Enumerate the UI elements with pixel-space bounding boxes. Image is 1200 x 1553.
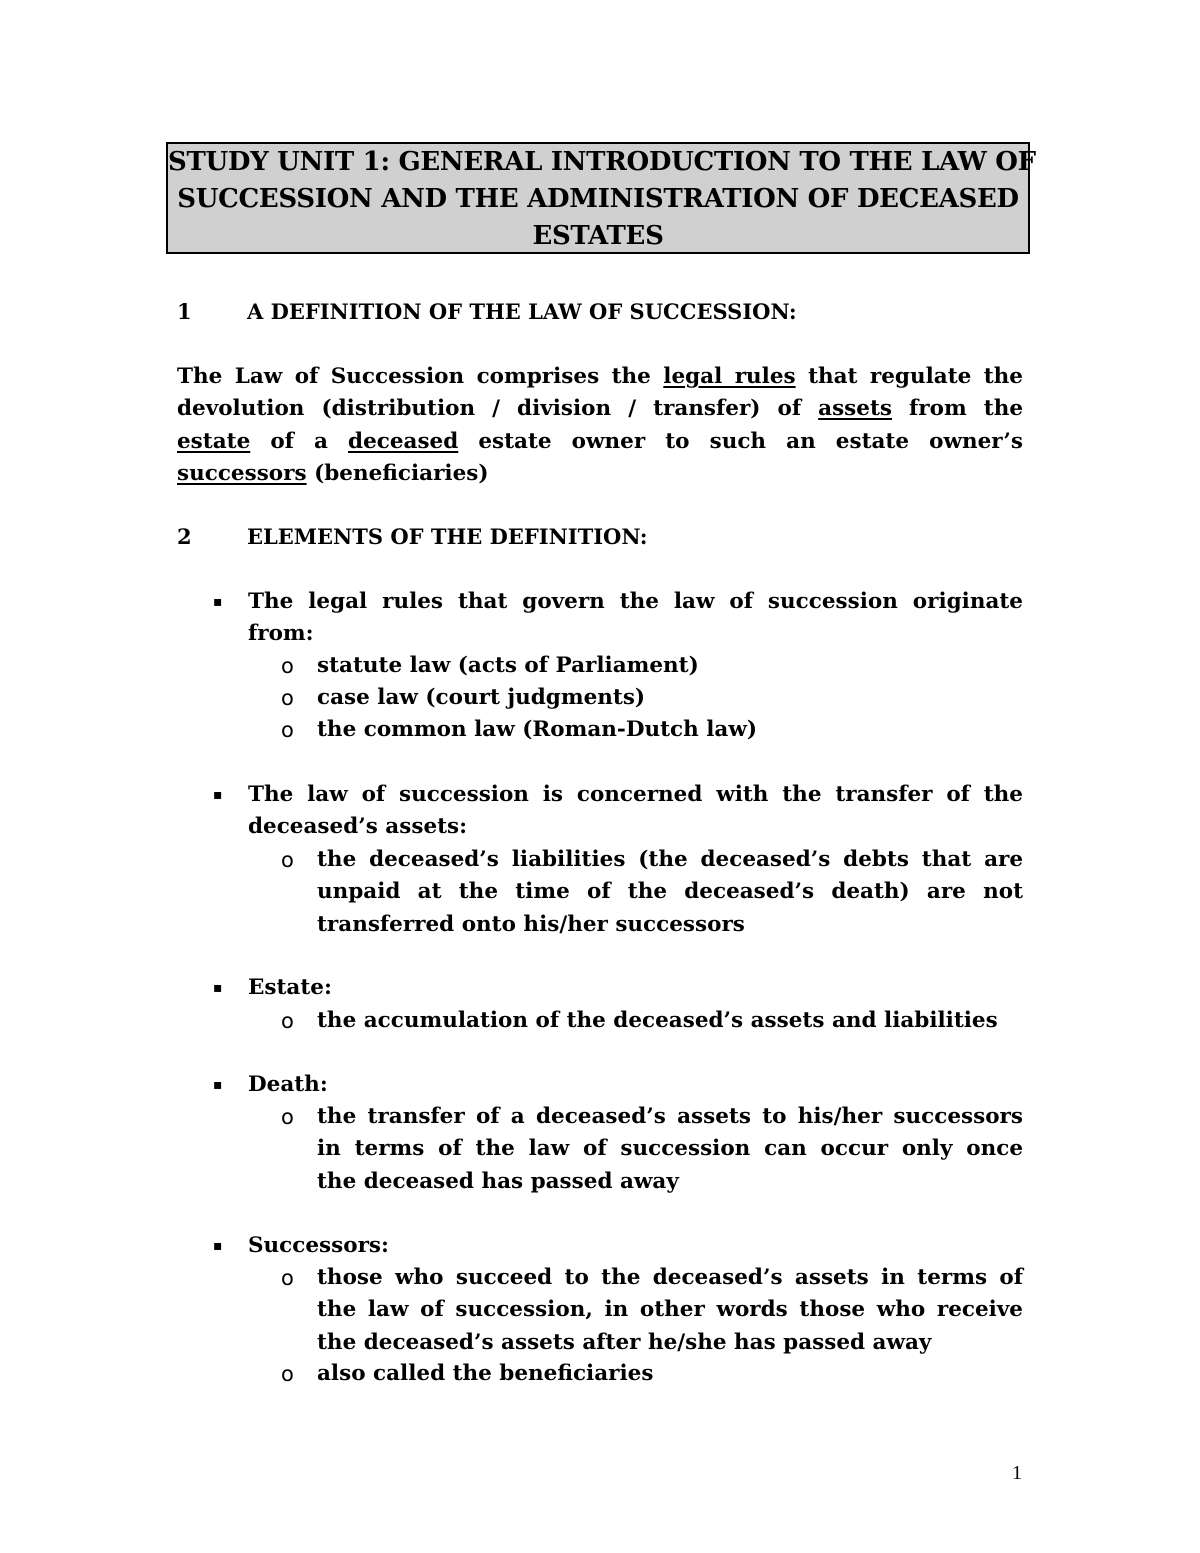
sub-item-common-law <box>317 714 1023 746</box>
definition-text: (beneficiaries) <box>306 460 489 486</box>
sub-line: case law (court judgments) <box>317 685 646 710</box>
sub-line: in terms of the law of succession can occur only once <box>317 1136 1023 1162</box>
title-line-2: SUCCESSION AND THE ADMINISTRATION OF DECEASED <box>177 184 1019 214</box>
sub-item-accumulation <box>317 1005 1023 1037</box>
bullet-successors <box>248 1230 1023 1262</box>
bullet-marker: ▪ <box>213 594 223 610</box>
section-2-title: ELEMENTS OF THE DEFINITION: <box>247 524 648 549</box>
bullet-line: The legal rules that govern the law of succession originate <box>248 589 1023 614</box>
section-2-heading <box>177 522 648 552</box>
sub-line: unpaid at the time of the deceased’s death) are not <box>317 879 1023 905</box>
term-estate: estate <box>177 428 251 454</box>
definition-text: of a <box>250 428 349 454</box>
bullet-line: Death: <box>248 1072 328 1097</box>
term-successors: successors <box>177 460 307 486</box>
sub-bullet-marker: o <box>281 848 294 872</box>
title-line-3: ESTATES <box>532 221 664 251</box>
sub-item-transfer-after-death <box>317 1101 1023 1198</box>
section-1-number: 1 <box>177 299 192 324</box>
section-1-title: A DEFINITION OF THE LAW OF SUCCESSION: <box>247 299 797 324</box>
sub-line: statute law (acts of Parliament) <box>317 653 699 678</box>
definition-paragraph <box>177 361 1023 490</box>
sub-line: transferred onto his/her successors <box>317 911 745 937</box>
section-1-heading <box>177 297 797 327</box>
bullet-marker: ▪ <box>213 980 223 996</box>
sub-bullet-marker: o <box>281 686 294 710</box>
sub-bullet-marker: o <box>281 1362 294 1386</box>
bullet-line: Estate: <box>248 975 332 1000</box>
study-unit-title-box <box>166 142 1036 254</box>
sub-line: the common law (Roman-Dutch law) <box>317 717 758 742</box>
bullet-transfer-of-assets <box>248 779 1023 844</box>
definition-text: from the <box>892 396 1023 422</box>
sub-item-beneficiaries <box>317 1358 1023 1390</box>
bullet-death <box>248 1069 1023 1101</box>
section-2-number: 2 <box>177 524 192 549</box>
title-line-1: STUDY UNIT 1: GENERAL INTRODUCTION TO THE LAW OF <box>168 147 1036 177</box>
sub-item-liabilities <box>317 844 1023 941</box>
page-number: 1 <box>1012 1462 1022 1484</box>
definition-text: The Law of Succession comprises the <box>177 364 664 389</box>
bullet-line: The law of succession is concerned with the transfer of the <box>248 782 1023 807</box>
bullet-line: Successors: <box>248 1233 389 1258</box>
sub-item-who-succeed <box>317 1262 1023 1359</box>
bullet-marker: ▪ <box>213 1077 223 1093</box>
sub-line: the deceased has passed away <box>317 1168 679 1194</box>
sub-line: the accumulation of the deceased’s assets and liabilities <box>317 1008 998 1033</box>
sub-bullet-marker: o <box>281 1105 294 1129</box>
bullet-line: deceased’s assets: <box>248 814 468 840</box>
sub-bullet-marker: o <box>281 1266 294 1290</box>
sub-bullet-marker: o <box>281 654 294 678</box>
bullet-legal-rules-origin <box>248 586 1023 651</box>
term-legal-rules: legal rules <box>663 364 796 389</box>
definition-text: that regulate the <box>795 364 1023 389</box>
bullet-estate <box>248 972 1023 1004</box>
term-deceased: deceased <box>348 428 459 454</box>
term-assets: assets <box>818 396 892 422</box>
sub-line: the law of succession, in other words those who receive <box>317 1297 1023 1323</box>
sub-bullet-marker: o <box>281 1009 294 1033</box>
sub-line: also called the beneficiaries <box>317 1361 654 1386</box>
sub-line: the transfer of a deceased’s assets to his/her successors <box>317 1104 1023 1129</box>
sub-item-case-law <box>317 682 1023 714</box>
sub-line: those who succeed to the deceased’s assets in terms of <box>317 1265 1023 1290</box>
bullet-marker: ▪ <box>213 787 223 803</box>
sub-line: the deceased’s assets after he/she has passed away <box>317 1329 932 1355</box>
definition-text: estate owner to such an estate owner’s <box>458 428 1023 454</box>
sub-item-statute-law <box>317 650 1023 682</box>
sub-line: the deceased’s liabilities (the deceased’s debts that are <box>317 847 1023 872</box>
bullet-line: from: <box>248 621 314 647</box>
definition-text: devolution (distribution / division / transfer) of <box>177 396 819 422</box>
bullet-marker: ▪ <box>213 1238 223 1254</box>
sub-bullet-marker: o <box>281 718 294 742</box>
